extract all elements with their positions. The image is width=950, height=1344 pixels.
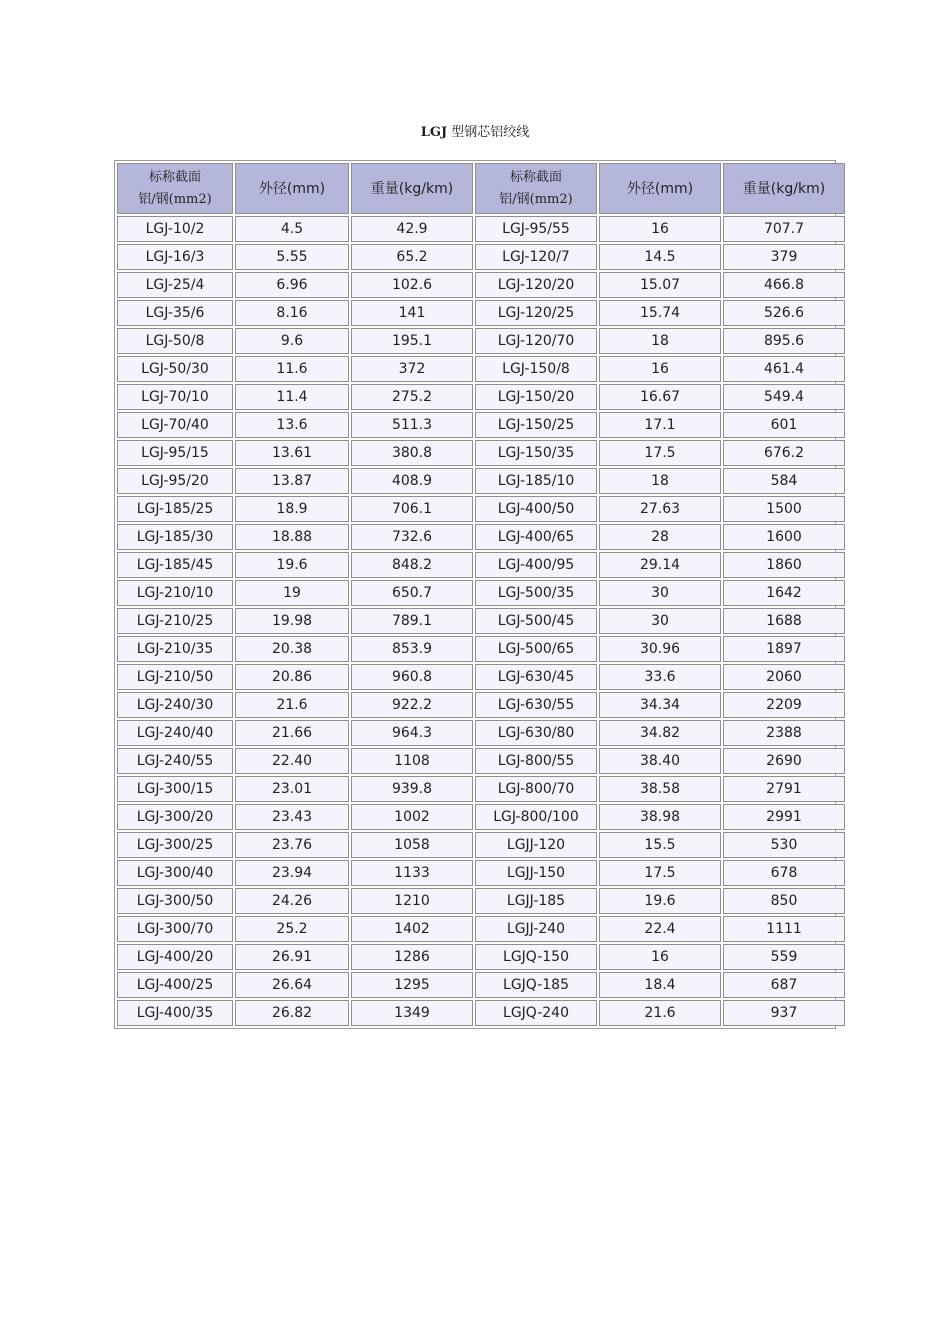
cell-section-right: LGJ-630/55 bbox=[475, 692, 597, 718]
cell-weight-right: 707.7 bbox=[723, 216, 845, 242]
cell-weight-left: 141 bbox=[351, 300, 473, 326]
cell-weight-right: 1600 bbox=[723, 524, 845, 550]
cell-weight-left: 964.3 bbox=[351, 720, 473, 746]
cell-section-right: LGJ-800/55 bbox=[475, 748, 597, 774]
table-row bbox=[117, 412, 845, 438]
table-row bbox=[117, 468, 845, 494]
cell-section-left: LGJ-240/30 bbox=[117, 692, 233, 718]
table-row bbox=[117, 804, 845, 830]
table-header-row bbox=[117, 163, 845, 214]
cell-weight-left: 1058 bbox=[351, 832, 473, 858]
cell-diameter-right: 15.07 bbox=[599, 272, 721, 298]
cell-weight-right: 549.4 bbox=[723, 384, 845, 410]
cell-diameter-left: 13.61 bbox=[235, 440, 349, 466]
cell-weight-right: 461.4 bbox=[723, 356, 845, 382]
cell-diameter-left: 5.55 bbox=[235, 244, 349, 270]
cell-diameter-left: 4.5 bbox=[235, 216, 349, 242]
cell-diameter-right: 15.74 bbox=[599, 300, 721, 326]
header-section-line2: 铝/钢(mm2) bbox=[499, 191, 573, 207]
cell-section-right: LGJ-400/65 bbox=[475, 524, 597, 550]
table-row bbox=[117, 692, 845, 718]
cell-section-right: LGJ-150/20 bbox=[475, 384, 597, 410]
header-section-right bbox=[475, 163, 597, 214]
cell-weight-left: 853.9 bbox=[351, 636, 473, 662]
cell-section-left: LGJ-300/15 bbox=[117, 776, 233, 802]
cell-weight-right: 687 bbox=[723, 972, 845, 998]
table-row bbox=[117, 552, 845, 578]
cell-section-left: LGJ-95/15 bbox=[117, 440, 233, 466]
cell-diameter-left: 24.26 bbox=[235, 888, 349, 914]
cell-section-right: LGJ-400/50 bbox=[475, 496, 597, 522]
cell-diameter-right: 38.98 bbox=[599, 804, 721, 830]
header-diameter-left: 外径(mm) bbox=[235, 163, 349, 214]
cell-weight-right: 1860 bbox=[723, 552, 845, 578]
cell-diameter-left: 9.6 bbox=[235, 328, 349, 354]
cell-diameter-left: 26.64 bbox=[235, 972, 349, 998]
cell-section-right: LGJ-500/35 bbox=[475, 580, 597, 606]
cell-diameter-right: 28 bbox=[599, 524, 721, 550]
cell-diameter-left: 11.4 bbox=[235, 384, 349, 410]
cell-section-right: LGJ-150/8 bbox=[475, 356, 597, 382]
title-text: 型钢芯铝绞线 bbox=[451, 125, 530, 140]
cell-section-left: LGJ-210/50 bbox=[117, 664, 233, 690]
cell-diameter-left: 23.76 bbox=[235, 832, 349, 858]
cell-section-left: LGJ-35/6 bbox=[117, 300, 233, 326]
cell-section-left: LGJ-300/70 bbox=[117, 916, 233, 942]
table-row bbox=[117, 524, 845, 550]
cell-diameter-right: 17.1 bbox=[599, 412, 721, 438]
cell-diameter-left: 8.16 bbox=[235, 300, 349, 326]
cell-section-left: LGJ-185/30 bbox=[117, 524, 233, 550]
cell-section-right: LGJJ-120 bbox=[475, 832, 597, 858]
cell-weight-left: 1295 bbox=[351, 972, 473, 998]
cell-diameter-right: 38.58 bbox=[599, 776, 721, 802]
cell-weight-right: 530 bbox=[723, 832, 845, 858]
cell-weight-right: 379 bbox=[723, 244, 845, 270]
cell-weight-right: 2060 bbox=[723, 664, 845, 690]
cell-section-left: LGJ-400/25 bbox=[117, 972, 233, 998]
cell-weight-right: 2791 bbox=[723, 776, 845, 802]
cell-diameter-right: 18 bbox=[599, 328, 721, 354]
cell-weight-left: 650.7 bbox=[351, 580, 473, 606]
cell-weight-right: 2209 bbox=[723, 692, 845, 718]
cell-diameter-left: 23.01 bbox=[235, 776, 349, 802]
cell-diameter-right: 16.67 bbox=[599, 384, 721, 410]
cell-section-left: LGJ-70/10 bbox=[117, 384, 233, 410]
cell-diameter-right: 30 bbox=[599, 580, 721, 606]
cell-weight-left: 1286 bbox=[351, 944, 473, 970]
cell-weight-left: 1133 bbox=[351, 860, 473, 886]
cell-section-right: LGJ-120/25 bbox=[475, 300, 597, 326]
cell-weight-left: 848.2 bbox=[351, 552, 473, 578]
cell-section-right: LGJ-800/70 bbox=[475, 776, 597, 802]
header-diameter-right: 外径(mm) bbox=[599, 163, 721, 214]
cell-diameter-left: 26.91 bbox=[235, 944, 349, 970]
cell-section-left: LGJ-70/40 bbox=[117, 412, 233, 438]
cell-diameter-right: 34.34 bbox=[599, 692, 721, 718]
cell-diameter-right: 21.6 bbox=[599, 1000, 721, 1026]
cell-weight-left: 195.1 bbox=[351, 328, 473, 354]
cell-section-left: LGJ-10/2 bbox=[117, 216, 233, 242]
cell-diameter-left: 20.86 bbox=[235, 664, 349, 690]
cell-diameter-left: 18.88 bbox=[235, 524, 349, 550]
table-row bbox=[117, 860, 845, 886]
cell-weight-left: 939.8 bbox=[351, 776, 473, 802]
cell-section-right: LGJ-500/65 bbox=[475, 636, 597, 662]
cell-weight-left: 1108 bbox=[351, 748, 473, 774]
cell-section-right: LGJ-630/80 bbox=[475, 720, 597, 746]
cell-diameter-left: 26.82 bbox=[235, 1000, 349, 1026]
cell-diameter-right: 34.82 bbox=[599, 720, 721, 746]
cell-section-left: LGJ-400/35 bbox=[117, 1000, 233, 1026]
table-row bbox=[117, 720, 845, 746]
table-row bbox=[117, 972, 845, 998]
cell-weight-right: 676.2 bbox=[723, 440, 845, 466]
table-row bbox=[117, 356, 845, 382]
cell-weight-left: 960.8 bbox=[351, 664, 473, 690]
cell-diameter-right: 16 bbox=[599, 216, 721, 242]
cell-section-left: LGJ-210/35 bbox=[117, 636, 233, 662]
cell-weight-right: 526.6 bbox=[723, 300, 845, 326]
cell-section-left: LGJ-240/40 bbox=[117, 720, 233, 746]
cell-weight-right: 1642 bbox=[723, 580, 845, 606]
cell-section-right: LGJJ-240 bbox=[475, 916, 597, 942]
table-row bbox=[117, 216, 845, 242]
cell-section-right: LGJ-150/35 bbox=[475, 440, 597, 466]
table-row bbox=[117, 272, 845, 298]
cell-diameter-left: 19.98 bbox=[235, 608, 349, 634]
cell-diameter-right: 22.4 bbox=[599, 916, 721, 942]
cell-diameter-right: 16 bbox=[599, 944, 721, 970]
cell-section-right: LGJ-185/10 bbox=[475, 468, 597, 494]
table-row bbox=[117, 748, 845, 774]
cell-diameter-left: 20.38 bbox=[235, 636, 349, 662]
table-row bbox=[117, 328, 845, 354]
cell-section-left: LGJ-185/45 bbox=[117, 552, 233, 578]
cell-diameter-left: 21.6 bbox=[235, 692, 349, 718]
header-section-left bbox=[117, 163, 233, 214]
cell-weight-left: 706.1 bbox=[351, 496, 473, 522]
cell-section-left: LGJ-240/55 bbox=[117, 748, 233, 774]
cell-weight-left: 1349 bbox=[351, 1000, 473, 1026]
table-row bbox=[117, 384, 845, 410]
cell-section-left: LGJ-210/25 bbox=[117, 608, 233, 634]
table-row bbox=[117, 244, 845, 270]
header-section-line2: 铝/钢(mm2) bbox=[138, 191, 212, 207]
cell-weight-left: 511.3 bbox=[351, 412, 473, 438]
cell-section-right: LGJJ-150 bbox=[475, 860, 597, 886]
table-row bbox=[117, 580, 845, 606]
cell-section-right: LGJQ-185 bbox=[475, 972, 597, 998]
cell-weight-left: 42.9 bbox=[351, 216, 473, 242]
cell-diameter-right: 15.5 bbox=[599, 832, 721, 858]
cell-diameter-left: 13.87 bbox=[235, 468, 349, 494]
cell-diameter-right: 30 bbox=[599, 608, 721, 634]
cell-weight-left: 1210 bbox=[351, 888, 473, 914]
cell-section-left: LGJ-50/30 bbox=[117, 356, 233, 382]
cell-weight-left: 922.2 bbox=[351, 692, 473, 718]
cell-diameter-right: 17.5 bbox=[599, 860, 721, 886]
cell-weight-right: 1500 bbox=[723, 496, 845, 522]
cell-diameter-right: 38.40 bbox=[599, 748, 721, 774]
table-row bbox=[117, 944, 845, 970]
cell-weight-left: 380.8 bbox=[351, 440, 473, 466]
cell-diameter-right: 29.14 bbox=[599, 552, 721, 578]
cell-diameter-left: 19.6 bbox=[235, 552, 349, 578]
cell-weight-left: 732.6 bbox=[351, 524, 473, 550]
cell-section-left: LGJ-210/10 bbox=[117, 580, 233, 606]
cell-diameter-left: 19 bbox=[235, 580, 349, 606]
cell-diameter-left: 23.43 bbox=[235, 804, 349, 830]
cell-weight-right: 466.8 bbox=[723, 272, 845, 298]
header-weight-right: 重量(kg/km) bbox=[723, 163, 845, 214]
cell-section-right: LGJJ-185 bbox=[475, 888, 597, 914]
cell-section-left: LGJ-300/40 bbox=[117, 860, 233, 886]
cell-diameter-right: 30.96 bbox=[599, 636, 721, 662]
cell-weight-right: 850 bbox=[723, 888, 845, 914]
table-row bbox=[117, 496, 845, 522]
cell-diameter-left: 21.66 bbox=[235, 720, 349, 746]
cell-weight-right: 2690 bbox=[723, 748, 845, 774]
cell-weight-right: 1688 bbox=[723, 608, 845, 634]
cell-section-right: LGJQ-240 bbox=[475, 1000, 597, 1026]
table-row bbox=[117, 664, 845, 690]
header-section-line1: 标称截面 bbox=[148, 169, 201, 185]
cell-section-right: LGJ-400/95 bbox=[475, 552, 597, 578]
table-row bbox=[117, 832, 845, 858]
cell-diameter-right: 17.5 bbox=[599, 440, 721, 466]
cell-diameter-right: 19.6 bbox=[599, 888, 721, 914]
cell-section-right: LGJQ-150 bbox=[475, 944, 597, 970]
cell-section-right: LGJ-120/20 bbox=[475, 272, 597, 298]
cell-diameter-left: 22.40 bbox=[235, 748, 349, 774]
cell-section-right: LGJ-500/45 bbox=[475, 608, 597, 634]
cell-weight-right: 1897 bbox=[723, 636, 845, 662]
cell-weight-left: 1002 bbox=[351, 804, 473, 830]
table-body bbox=[117, 216, 845, 1026]
cell-section-right: LGJ-150/25 bbox=[475, 412, 597, 438]
cell-section-right: LGJ-95/55 bbox=[475, 216, 597, 242]
header-weight-left: 重量(kg/km) bbox=[351, 163, 473, 214]
cell-weight-right: 559 bbox=[723, 944, 845, 970]
cell-section-right: LGJ-120/7 bbox=[475, 244, 597, 270]
cell-section-left: LGJ-95/20 bbox=[117, 468, 233, 494]
cell-weight-right: 2991 bbox=[723, 804, 845, 830]
cell-weight-right: 895.6 bbox=[723, 328, 845, 354]
cell-weight-left: 408.9 bbox=[351, 468, 473, 494]
spec-table-container bbox=[114, 160, 836, 1029]
cell-weight-left: 102.6 bbox=[351, 272, 473, 298]
cell-diameter-right: 16 bbox=[599, 356, 721, 382]
cell-diameter-left: 13.6 bbox=[235, 412, 349, 438]
cell-diameter-right: 14.5 bbox=[599, 244, 721, 270]
cell-weight-right: 678 bbox=[723, 860, 845, 886]
cell-diameter-right: 27.63 bbox=[599, 496, 721, 522]
cell-section-left: LGJ-300/25 bbox=[117, 832, 233, 858]
table-row bbox=[117, 636, 845, 662]
cell-section-left: LGJ-400/20 bbox=[117, 944, 233, 970]
table-row bbox=[117, 440, 845, 466]
cell-section-right: LGJ-800/100 bbox=[475, 804, 597, 830]
cell-weight-left: 1402 bbox=[351, 916, 473, 942]
cell-weight-left: 65.2 bbox=[351, 244, 473, 270]
cell-diameter-right: 33.6 bbox=[599, 664, 721, 690]
cell-diameter-left: 6.96 bbox=[235, 272, 349, 298]
table-row bbox=[117, 300, 845, 326]
cell-section-left: LGJ-300/20 bbox=[117, 804, 233, 830]
cell-diameter-left: 18.9 bbox=[235, 496, 349, 522]
table-row bbox=[117, 608, 845, 634]
cell-section-left: LGJ-16/3 bbox=[117, 244, 233, 270]
cell-section-right: LGJ-630/45 bbox=[475, 664, 597, 690]
cell-section-right: LGJ-120/70 bbox=[475, 328, 597, 354]
table-row bbox=[117, 916, 845, 942]
cell-diameter-left: 11.6 bbox=[235, 356, 349, 382]
cell-weight-right: 2388 bbox=[723, 720, 845, 746]
cell-diameter-right: 18.4 bbox=[599, 972, 721, 998]
cell-diameter-left: 25.2 bbox=[235, 916, 349, 942]
cell-weight-left: 275.2 bbox=[351, 384, 473, 410]
cell-section-left: LGJ-50/8 bbox=[117, 328, 233, 354]
header-section-line1: 标称截面 bbox=[509, 169, 562, 185]
cell-weight-right: 937 bbox=[723, 1000, 845, 1026]
cell-weight-right: 601 bbox=[723, 412, 845, 438]
table-row bbox=[117, 888, 845, 914]
cell-weight-left: 372 bbox=[351, 356, 473, 382]
cell-weight-left: 789.1 bbox=[351, 608, 473, 634]
title-code: LGJ bbox=[420, 125, 448, 140]
table-row bbox=[117, 1000, 845, 1026]
cell-section-left: LGJ-25/4 bbox=[117, 272, 233, 298]
spec-table bbox=[115, 161, 847, 1028]
cell-section-left: LGJ-185/25 bbox=[117, 496, 233, 522]
cell-weight-right: 584 bbox=[723, 468, 845, 494]
table-row bbox=[117, 776, 845, 802]
page-title bbox=[0, 121, 950, 140]
cell-section-left: LGJ-300/50 bbox=[117, 888, 233, 914]
cell-diameter-right: 18 bbox=[599, 468, 721, 494]
cell-diameter-left: 23.94 bbox=[235, 860, 349, 886]
cell-weight-right: 1111 bbox=[723, 916, 845, 942]
